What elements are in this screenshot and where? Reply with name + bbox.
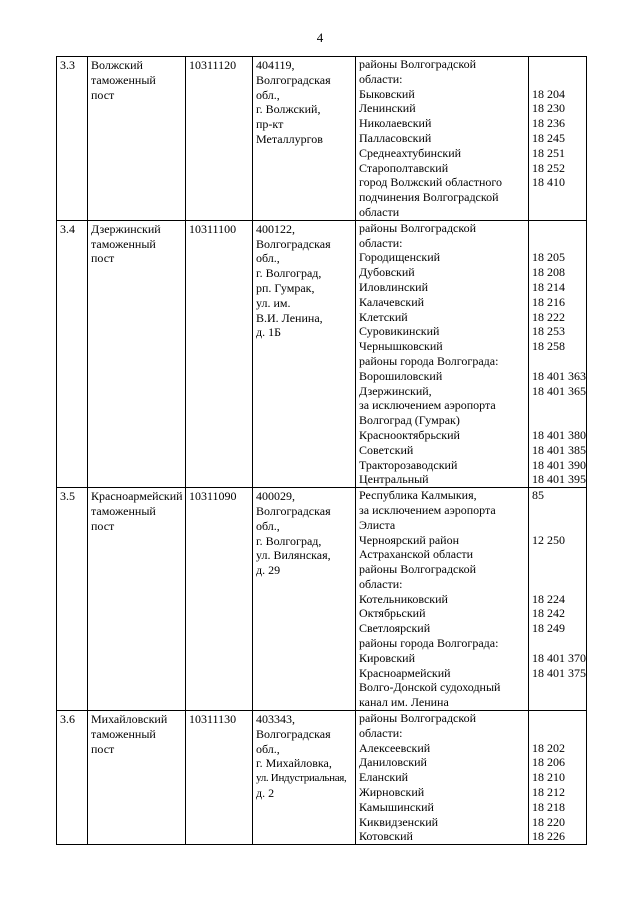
area-item — [356, 547, 586, 562]
area-name: Чернышковский — [356, 339, 529, 354]
area-name: Волго-Донской судоходный — [356, 680, 529, 695]
area-item — [356, 741, 586, 756]
address-line: обл., — [256, 87, 280, 102]
areas-cell — [356, 57, 587, 221]
area-code: 18 218 — [532, 799, 565, 814]
area-code: 18 249 — [532, 621, 565, 636]
area-code: 18 224 — [532, 591, 565, 606]
post-name-line: таможенный — [91, 503, 156, 518]
area-name: Котельниковский — [356, 592, 529, 607]
area-code: 85 — [532, 488, 544, 503]
address-line: Волгоградская — [256, 236, 331, 251]
area-name: Ленинский — [356, 101, 529, 116]
area-item — [356, 458, 586, 473]
area-code: 18 252 — [532, 160, 565, 175]
area-code — [529, 577, 587, 592]
area-name: Среднеахтубинский — [356, 146, 529, 161]
area-item — [356, 829, 586, 844]
area-code: 18 236 — [532, 116, 565, 131]
area-item — [356, 339, 586, 354]
area-code: 18 220 — [532, 814, 565, 829]
row-number: 3.5 — [60, 489, 75, 504]
address-line: обл., — [256, 251, 280, 266]
area-item — [356, 726, 586, 741]
row-number-cell — [57, 488, 88, 711]
area-item — [356, 711, 586, 726]
area-item — [356, 680, 586, 695]
area-code — [529, 221, 587, 236]
address-line: г. Михайловка, — [256, 756, 332, 771]
area-name: Дубовский — [356, 265, 529, 280]
area-item — [356, 354, 586, 369]
area-code: 18 401 380 — [532, 427, 586, 442]
areas-list — [356, 711, 586, 844]
table-row — [57, 711, 587, 845]
area-code: 18 410 — [532, 175, 565, 190]
post-code: 10311100 — [189, 221, 237, 236]
row-number-cell — [57, 220, 88, 487]
area-code — [529, 562, 587, 577]
area-item — [356, 695, 586, 710]
area-code — [529, 726, 587, 741]
area-item — [356, 72, 586, 87]
area-name: Быковский — [356, 87, 529, 102]
area-name: районы Волгоградской — [356, 57, 529, 72]
area-item — [356, 310, 586, 325]
post-code: 10311130 — [189, 712, 237, 727]
area-name: Октябрьский — [356, 606, 529, 621]
area-name: Светлоярский — [356, 621, 529, 636]
post-name-line: пост — [91, 251, 115, 266]
area-code: 18 202 — [532, 740, 565, 755]
area-item — [356, 116, 586, 131]
area-name: Суровикинский — [356, 324, 529, 339]
post-name-line: таможенный — [91, 726, 156, 741]
area-item — [356, 384, 586, 399]
post-name-cell — [88, 488, 186, 711]
post-name-line: Дзержинский — [91, 221, 161, 236]
area-code: 18 401 375 — [532, 665, 586, 680]
area-item — [356, 146, 586, 161]
area-name: Николаевский — [356, 116, 529, 131]
area-name: Астраханской области — [356, 547, 529, 562]
area-item — [356, 785, 586, 800]
area-item — [356, 443, 586, 458]
post-name-cell — [88, 57, 186, 221]
area-name: Киквидзенский — [356, 815, 529, 830]
area-name: области — [356, 205, 529, 220]
address-cell — [253, 488, 356, 711]
address-line: 403343, — [256, 712, 295, 727]
areas-list — [356, 488, 586, 710]
area-item — [356, 577, 586, 592]
area-item — [356, 562, 586, 577]
address-cell — [253, 57, 356, 221]
area-code — [529, 680, 587, 695]
area-item — [356, 472, 586, 487]
area-code: 18 401 390 — [532, 457, 586, 472]
address-cell — [253, 711, 356, 845]
area-code: 18 242 — [532, 606, 565, 621]
area-code: 18 222 — [532, 309, 565, 324]
area-code: 18 401 370 — [532, 650, 586, 665]
address-line: 400122, — [256, 221, 295, 236]
area-item — [356, 87, 586, 102]
area-code: 18 210 — [532, 770, 565, 785]
area-name: Волгоград (Гумрак) — [356, 413, 529, 428]
area-code — [529, 354, 587, 369]
address-line: г. Волгоград, — [256, 266, 322, 281]
area-name: районы Волгоградской — [356, 562, 529, 577]
area-code: 18 401 395 — [532, 472, 586, 487]
area-code: 18 230 — [532, 101, 565, 116]
area-code — [529, 503, 587, 518]
area-item — [356, 324, 586, 339]
area-code: 18 251 — [532, 145, 565, 160]
area-item — [356, 369, 586, 384]
area-item — [356, 265, 586, 280]
area-name: области: — [356, 726, 529, 741]
area-item — [356, 175, 586, 190]
area-name: области: — [356, 577, 529, 592]
area-code: 12 250 — [532, 532, 565, 547]
area-code: 18 214 — [532, 279, 565, 294]
post-name-line: таможенный — [91, 72, 156, 87]
area-name: Советский — [356, 443, 529, 458]
post-name-line: пост — [91, 87, 115, 102]
post-name-cell — [88, 711, 186, 845]
area-name: Дзержинский, — [356, 384, 529, 399]
area-name: Клетский — [356, 310, 529, 325]
post-code-cell — [186, 220, 253, 487]
area-code — [529, 695, 587, 710]
area-name: город Волжский областного — [356, 175, 529, 190]
area-name: подчинения Волгоградской — [356, 190, 529, 205]
areas-cell — [356, 220, 587, 487]
area-item — [356, 280, 586, 295]
post-name-line: таможенный — [91, 236, 156, 251]
area-item — [356, 57, 586, 72]
page-number: 4 — [316, 30, 324, 45]
area-name: Палласовский — [356, 131, 529, 146]
area-code: 18 245 — [532, 130, 565, 145]
area-name: Даниловский — [356, 755, 529, 770]
table-row — [57, 57, 587, 221]
area-name: Калачевский — [356, 295, 529, 310]
row-number-cell — [57, 711, 88, 845]
address-line: В.И. Ленина, — [256, 310, 323, 325]
post-code-cell — [186, 488, 253, 711]
area-name: Краснооктябрьский — [356, 428, 529, 443]
area-item — [356, 428, 586, 443]
area-name: канал им. Ленина — [356, 695, 529, 710]
area-item — [356, 533, 586, 548]
area-item — [356, 503, 586, 518]
area-code — [529, 236, 587, 251]
area-item — [356, 295, 586, 310]
table-row — [57, 488, 587, 711]
area-name: Жирновский — [356, 785, 529, 800]
address-line: д. 1Б — [256, 325, 281, 340]
address-line: ул. им. — [256, 295, 291, 310]
area-code — [529, 711, 587, 726]
area-name: районы Волгоградской — [356, 711, 529, 726]
area-name: Красноармейский — [356, 666, 529, 681]
post-code: 10311090 — [189, 489, 237, 504]
row-number: 3.4 — [60, 221, 75, 236]
area-name: области: — [356, 72, 529, 87]
area-code: 18 205 — [532, 250, 565, 265]
area-name: Ворошиловский — [356, 369, 529, 384]
area-item — [356, 518, 586, 533]
area-item — [356, 221, 586, 236]
area-name: Еланский — [356, 770, 529, 785]
area-name: Старополтавский — [356, 161, 529, 176]
area-code: 18 206 — [532, 755, 565, 770]
area-name: районы Волгоградской — [356, 221, 529, 236]
area-item — [356, 488, 586, 503]
area-item — [356, 755, 586, 770]
area-name: Алексеевский — [356, 741, 529, 756]
area-code — [529, 57, 587, 72]
area-name: районы города Волгограда: — [356, 354, 529, 369]
area-item — [356, 636, 586, 651]
area-code: 18 401 363 — [532, 368, 586, 383]
area-name: Кировский — [356, 651, 529, 666]
address-line: 404119, — [256, 58, 295, 72]
area-item — [356, 131, 586, 146]
areas-list — [356, 57, 586, 220]
address-line: д. 29 — [256, 563, 281, 578]
post-code: 10311120 — [189, 58, 237, 72]
areas-list — [356, 221, 586, 487]
area-code: 18 401 365 — [532, 383, 586, 398]
area-name: Черноярский район — [356, 533, 529, 548]
address-line: рп. Гумрак, — [256, 280, 315, 295]
area-item — [356, 606, 586, 621]
post-name-line: пост — [91, 518, 115, 533]
area-code — [529, 413, 587, 428]
area-item — [356, 800, 586, 815]
area-code — [529, 518, 587, 533]
address-line: ул. Вилянская, — [256, 548, 331, 563]
address-cell — [253, 220, 356, 487]
area-item — [356, 101, 586, 116]
area-name: Тракторозаводский — [356, 458, 529, 473]
areas-cell — [356, 488, 587, 711]
area-item — [356, 666, 586, 681]
area-code — [529, 72, 587, 87]
area-code: 18 253 — [532, 324, 565, 339]
area-item — [356, 205, 586, 220]
post-code-cell — [186, 57, 253, 221]
area-code — [529, 547, 587, 562]
area-code — [529, 205, 587, 220]
post-name-cell — [88, 220, 186, 487]
area-name: области: — [356, 236, 529, 251]
post-name-line: Волжский — [91, 58, 143, 72]
area-code: 18 204 — [532, 86, 565, 101]
post-name-line: пост — [91, 741, 115, 756]
post-name-line: Михайловский — [91, 712, 168, 727]
post-name-line: Красноармейский — [91, 489, 183, 504]
area-item — [356, 770, 586, 785]
area-name: Элиста — [356, 518, 529, 533]
area-item — [356, 592, 586, 607]
area-name: Иловлинский — [356, 280, 529, 295]
address-line: г. Волжский, — [256, 102, 321, 117]
table-row — [57, 220, 587, 487]
areas-cell — [356, 711, 587, 845]
area-name: районы города Волгограда: — [356, 636, 529, 651]
area-name: Центральный — [356, 472, 529, 487]
area-code: 18 258 — [532, 339, 565, 354]
area-code: 18 226 — [532, 829, 565, 844]
address-line: 400029, — [256, 489, 295, 504]
area-code — [529, 398, 587, 413]
address-line: Волгоградская — [256, 726, 331, 741]
area-item — [356, 651, 586, 666]
area-name: за исключением аэропорта — [356, 503, 529, 518]
area-name: Котовский — [356, 829, 529, 844]
area-name: Камышинский — [356, 800, 529, 815]
area-name: за исключением аэропорта — [356, 398, 529, 413]
area-name: Республика Калмыкия, — [356, 488, 529, 503]
address-line: обл., — [256, 518, 280, 533]
customs-posts-table — [56, 56, 587, 845]
address-line: обл., — [256, 741, 280, 756]
address-line: пр-кт — [256, 117, 284, 132]
area-item — [356, 398, 586, 413]
area-code: 18 216 — [532, 294, 565, 309]
area-code — [529, 636, 587, 651]
area-item — [356, 815, 586, 830]
area-item — [356, 190, 586, 205]
post-code-cell — [186, 711, 253, 845]
area-item — [356, 250, 586, 265]
area-code: 18 212 — [532, 785, 565, 800]
address-line: г. Волгоград, — [256, 533, 322, 548]
address-line: Волгоградская — [256, 72, 331, 87]
area-item — [356, 161, 586, 176]
area-name: Городищенский — [356, 250, 529, 265]
row-number: 3.3 — [60, 58, 75, 72]
address-line: д. 2 — [256, 786, 275, 801]
address-line: ул. Индустриальная, — [256, 772, 347, 785]
row-number-cell — [57, 57, 88, 221]
area-code: 18 401 385 — [532, 442, 586, 457]
area-code — [529, 190, 587, 205]
area-item — [356, 621, 586, 636]
area-item — [356, 413, 586, 428]
row-number: 3.6 — [60, 712, 75, 727]
address-line: Волгоградская — [256, 503, 331, 518]
address-line: Металлургов — [256, 131, 323, 146]
area-code: 18 208 — [532, 265, 565, 280]
area-item — [356, 236, 586, 251]
